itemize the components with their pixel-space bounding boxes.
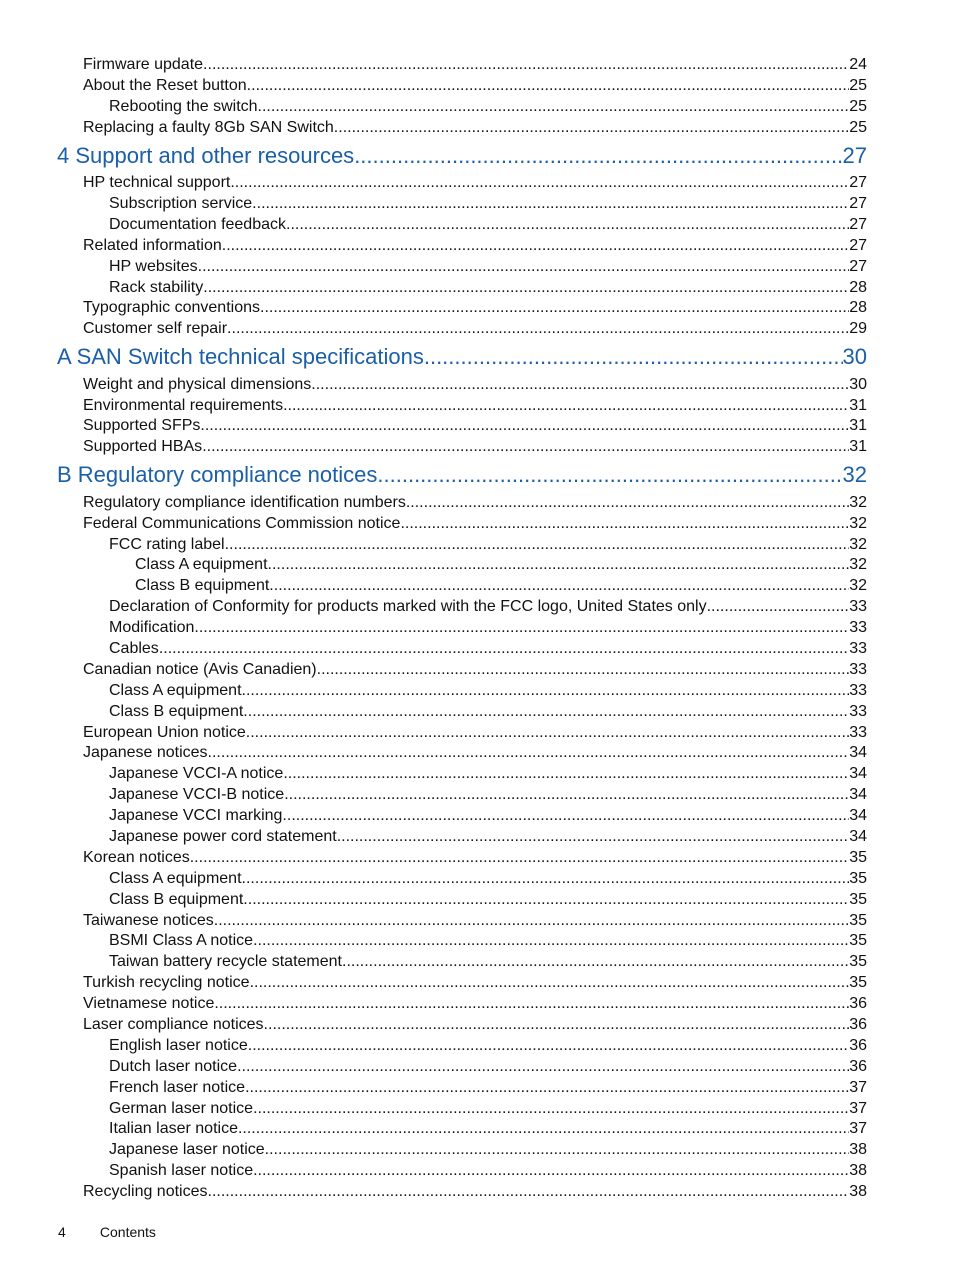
toc-entry[interactable] [0, 298, 867, 319]
toc-entry-title: Supported HBAs [83, 438, 203, 456]
toc-entry-title: Italian laser notice [109, 1120, 238, 1138]
table-of-contents [0, 55, 954, 1203]
toc-dot-leader [202, 437, 849, 458]
toc-entry-title: Class A equipment [135, 556, 268, 574]
footer-section-label: Contents [99, 1224, 156, 1240]
toc-dot-leader [247, 76, 850, 97]
toc-entry-title: Laser compliance notices [83, 1016, 264, 1034]
toc-chapter-title: 4 Support and other resources [57, 142, 355, 168]
toc-entry-title: Class B equipment [109, 890, 244, 908]
toc-dot-leader [269, 576, 849, 597]
toc-entry[interactable] [0, 1057, 867, 1078]
toc-chapter-entry[interactable] [0, 139, 867, 174]
toc-page-number: 34 [849, 744, 867, 762]
toc-dot-leader [159, 639, 849, 660]
toc-entry[interactable] [0, 911, 867, 932]
footer-page-number: 4 [58, 1224, 66, 1240]
toc-entry-title: Taiwanese notices [83, 911, 214, 929]
toc-entry-title: HP technical support [83, 174, 231, 192]
toc-dot-leader [252, 194, 849, 215]
toc-entry-title: Japanese power cord statement [109, 828, 337, 845]
toc-page-number: 27 [849, 174, 867, 192]
toc-entry-title: Modification [109, 619, 195, 637]
toc-page-number: 32 [849, 556, 867, 574]
toc-dot-leader [214, 994, 849, 1015]
toc-dot-leader [208, 1182, 850, 1203]
toc-page-number: 32 [849, 514, 867, 532]
toc-entry-title: Related information [83, 236, 222, 254]
toc-entry[interactable] [0, 173, 867, 194]
toc-page-number: 27 [849, 236, 867, 254]
toc-entry[interactable] [0, 681, 867, 702]
toc-entry[interactable] [0, 215, 867, 236]
toc-entry-title: BSMI Class A notice [109, 932, 254, 950]
toc-entry[interactable] [0, 1161, 867, 1182]
toc-entry-title: European Union notice [83, 723, 246, 741]
toc-page-number: 28 [849, 299, 867, 317]
toc-entry[interactable] [0, 597, 867, 618]
toc-entry[interactable] [0, 994, 867, 1015]
toc-entry-title: Typographic conventions [83, 299, 260, 317]
toc-dot-leader [246, 723, 849, 744]
toc-page-number: 32 [849, 493, 867, 511]
toc-page-number: 37 [849, 1099, 867, 1117]
toc-entry-title: French laser notice [109, 1078, 246, 1096]
toc-entry[interactable] [0, 396, 867, 417]
toc-entry-title: Class B equipment [109, 702, 244, 720]
toc-page-number: 27 [849, 194, 867, 212]
toc-entry[interactable] [0, 257, 867, 278]
toc-entry[interactable] [0, 639, 867, 660]
toc-page-number: 36 [849, 995, 867, 1013]
toc-entry[interactable] [0, 236, 867, 257]
toc-page-number: 24 [849, 56, 867, 73]
toc-page-number: 30 [842, 344, 867, 370]
toc-page-number: 34 [849, 807, 867, 825]
toc-page-number: 28 [849, 278, 867, 296]
toc-dot-leader [311, 375, 849, 396]
toc-entry-title: Japanese notices [83, 744, 208, 762]
toc-entry[interactable] [0, 416, 867, 437]
toc-entry[interactable] [0, 973, 867, 994]
toc-entry-title: Replacing a faulty 8Gb SAN Switch [83, 118, 334, 136]
toc-chapter-title: A SAN Switch technical specifications [57, 344, 424, 370]
toc-dot-leader [260, 298, 849, 319]
toc-entry-title: Supported SFPs [83, 417, 201, 435]
toc-dot-leader [317, 660, 850, 681]
toc-page-number: 33 [849, 660, 867, 678]
toc-entry[interactable] [0, 55, 867, 76]
toc-page-number: 35 [849, 890, 867, 908]
toc-entry[interactable] [0, 194, 867, 215]
toc-page-number: 33 [849, 619, 867, 637]
toc-page-number: 32 [849, 577, 867, 595]
toc-page-number: 38 [849, 1141, 867, 1159]
toc-entry-title: Recycling notices [83, 1183, 208, 1201]
toc-dot-leader [258, 97, 850, 118]
toc-page-number: 25 [849, 76, 867, 94]
toc-dot-leader [237, 1057, 849, 1078]
toc-dot-leader [253, 1099, 849, 1120]
toc-dot-leader [203, 55, 849, 76]
toc-page-number: 27 [849, 215, 867, 233]
toc-entry[interactable] [0, 576, 867, 597]
toc-dot-leader [222, 236, 849, 257]
toc-chapter-entry[interactable] [0, 458, 867, 493]
toc-entry-title: Weight and physical dimensions [83, 375, 312, 393]
toc-dot-leader [200, 416, 849, 437]
toc-entry-title: Regulatory compliance identification numbers [83, 493, 406, 511]
toc-dot-leader [225, 535, 850, 556]
toc-entry-title: Japanese VCCI-A notice [109, 765, 284, 783]
toc-dot-leader [265, 1140, 850, 1161]
toc-entry[interactable] [0, 375, 867, 396]
toc-entry-title: Canadian notice (Avis Canadien) [83, 660, 317, 678]
toc-entry[interactable] [0, 535, 867, 556]
toc-entry[interactable] [0, 702, 867, 723]
toc-entry[interactable] [0, 493, 867, 514]
toc-entry[interactable] [0, 806, 867, 827]
toc-entry[interactable] [0, 743, 867, 764]
toc-dot-leader [253, 1161, 849, 1182]
toc-page-number: 35 [849, 932, 867, 950]
toc-entry[interactable] [0, 890, 867, 911]
toc-dot-leader [337, 827, 850, 848]
toc-entry-title: Spanish laser notice [109, 1162, 254, 1180]
toc-page-number: 38 [849, 1162, 867, 1180]
toc-page-number: 31 [849, 438, 867, 456]
toc-entry[interactable] [0, 723, 867, 744]
toc-entry[interactable] [0, 1036, 867, 1057]
toc-dot-leader [208, 743, 850, 764]
toc-dot-leader [334, 118, 849, 139]
page-footer [58, 1223, 156, 1241]
toc-dot-leader [227, 319, 849, 340]
toc-entry-title: Customer self repair [83, 320, 228, 338]
toc-dot-leader [283, 396, 849, 417]
toc-page-number: 36 [849, 1057, 867, 1075]
toc-dot-leader [342, 952, 849, 973]
toc-entry-title: Vietnamese notice [83, 995, 215, 1013]
toc-entry[interactable] [0, 1182, 867, 1203]
toc-dot-leader [238, 1119, 849, 1140]
toc-dot-leader [190, 848, 849, 869]
toc-entry-title: Japanese VCCI marking [109, 807, 283, 825]
toc-dot-leader [284, 785, 849, 806]
toc-page-number: 33 [849, 639, 867, 657]
toc-entry[interactable] [0, 660, 867, 681]
toc-page-number: 27 [842, 142, 867, 168]
toc-entry-title: Firmware update [83, 56, 204, 73]
toc-entry[interactable] [0, 555, 867, 576]
toc-dot-leader [707, 597, 850, 618]
toc-entry[interactable] [0, 319, 867, 340]
toc-entry[interactable] [0, 1099, 867, 1120]
toc-entry[interactable] [0, 869, 867, 890]
toc-entry-title: Japanese laser notice [109, 1141, 265, 1159]
toc-entry-title: Subscription service [109, 194, 253, 212]
toc-entry[interactable] [0, 931, 867, 952]
toc-dot-leader [377, 458, 842, 493]
toc-page-number: 33 [849, 702, 867, 720]
toc-entry[interactable] [0, 785, 867, 806]
toc-entry[interactable] [0, 437, 867, 458]
toc-dot-leader [248, 1036, 849, 1057]
toc-dot-leader [282, 806, 849, 827]
toc-page-number: 33 [849, 723, 867, 741]
toc-dot-leader [264, 1015, 850, 1036]
toc-page-number: 34 [849, 786, 867, 804]
toc-entry[interactable] [0, 827, 867, 848]
toc-entry[interactable] [0, 1140, 867, 1161]
toc-entry-title: Cables [109, 639, 159, 657]
toc-entry[interactable] [0, 97, 867, 118]
toc-entry-title: About the Reset button [83, 76, 247, 94]
toc-dot-leader [242, 681, 850, 702]
toc-dot-leader [286, 215, 849, 236]
toc-page-number: 33 [849, 598, 867, 616]
toc-page-number: 25 [849, 118, 867, 136]
toc-dot-leader [400, 514, 849, 535]
toc-dot-leader [242, 869, 850, 890]
toc-entry-title: Rack stability [109, 278, 204, 296]
toc-dot-leader [253, 931, 849, 952]
toc-entry-title: HP websites [109, 257, 198, 275]
toc-entry-title: Declaration of Conformity for products marked with the FCC logo, United States only [109, 598, 707, 616]
toc-entry-title: Documentation feedback [109, 215, 286, 233]
toc-dot-leader [243, 702, 849, 723]
toc-page-number: 36 [849, 1036, 867, 1054]
toc-page-number: 27 [849, 257, 867, 275]
toc-entry[interactable] [0, 76, 867, 97]
toc-page-number: 32 [849, 535, 867, 553]
toc-page-number: 25 [849, 97, 867, 115]
toc-page-number: 35 [849, 911, 867, 929]
toc-page-number: 35 [849, 974, 867, 992]
toc-page-number: 37 [849, 1120, 867, 1138]
toc-page-number: 35 [849, 848, 867, 866]
toc-entry-title: Environmental requirements [83, 396, 284, 414]
toc-page-number: 32 [842, 462, 867, 488]
toc-entry[interactable] [0, 514, 867, 535]
toc-entry[interactable] [0, 118, 867, 139]
toc-page-number: 35 [849, 953, 867, 971]
toc-entry[interactable] [0, 764, 867, 785]
toc-dot-leader [424, 340, 843, 375]
toc-page-number: 34 [849, 765, 867, 783]
toc-page-number: 37 [849, 1078, 867, 1096]
toc-dot-leader [268, 555, 850, 576]
toc-entry[interactable] [0, 1119, 867, 1140]
toc-page-number: 34 [849, 828, 867, 845]
toc-entry[interactable] [0, 1078, 867, 1099]
toc-dot-leader [243, 890, 849, 911]
toc-entry-title: Class A equipment [109, 681, 242, 699]
toc-page-number: 33 [849, 681, 867, 699]
toc-page-number: 31 [849, 396, 867, 414]
toc-entry-title: Class B equipment [135, 577, 270, 595]
toc-dot-leader [198, 257, 850, 278]
toc-entry-title: FCC rating label [109, 535, 225, 553]
toc-dot-leader [283, 764, 849, 785]
toc-entry[interactable] [0, 278, 867, 299]
toc-entry-title: Turkish recycling notice [83, 974, 250, 992]
toc-dot-leader [250, 973, 850, 994]
toc-page-number: 36 [849, 1016, 867, 1034]
toc-page-number: 29 [849, 320, 867, 338]
toc-entry-title: Class A equipment [109, 869, 242, 887]
toc-dot-leader [194, 618, 849, 639]
toc-entry[interactable] [0, 848, 867, 869]
toc-entry[interactable] [0, 1015, 867, 1036]
toc-chapter-entry[interactable] [0, 340, 867, 375]
toc-entry-title: Japanese VCCI-B notice [109, 786, 285, 804]
toc-entry[interactable] [0, 952, 867, 973]
toc-dot-leader [214, 911, 849, 932]
toc-dot-leader [230, 173, 849, 194]
toc-dot-leader [354, 139, 842, 174]
toc-page-number: 31 [849, 417, 867, 435]
toc-dot-leader [245, 1078, 849, 1099]
toc-page-number: 30 [849, 375, 867, 393]
toc-entry-title: Taiwan battery recycle statement [109, 953, 342, 971]
toc-dot-leader [406, 493, 849, 514]
toc-page-number: 38 [849, 1183, 867, 1201]
toc-chapter-title: B Regulatory compliance notices [57, 462, 378, 488]
toc-page-number: 35 [849, 869, 867, 887]
toc-dot-leader [203, 278, 849, 299]
toc-entry-title: English laser notice [109, 1036, 248, 1054]
toc-entry-title: Federal Communications Commission notice [83, 514, 401, 532]
toc-entry[interactable] [0, 618, 867, 639]
toc-entry-title: German laser notice [109, 1099, 254, 1117]
toc-entry-title: Dutch laser notice [109, 1057, 238, 1075]
toc-entry-title: Korean notices [83, 848, 190, 866]
toc-entry-title: Rebooting the switch [109, 97, 258, 115]
